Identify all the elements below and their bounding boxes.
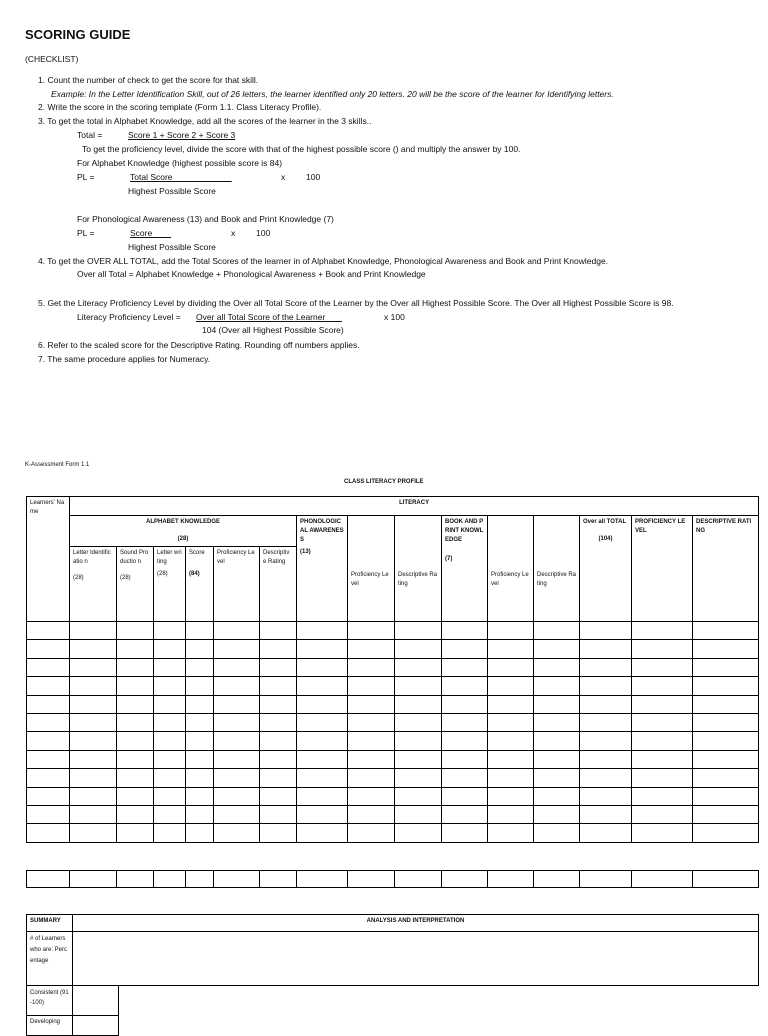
score-cell[interactable] — [395, 695, 442, 713]
score-cell[interactable] — [70, 750, 117, 768]
score-cell[interactable] — [395, 769, 442, 787]
score-cell[interactable] — [534, 787, 580, 805]
alphabet-knowledge-max: (28) — [177, 536, 189, 542]
score-cell[interactable] — [693, 640, 759, 658]
step-4-formula: Over all Total = Alphabet Knowledge + Phonological Awareness + Book and Print Knowledge — [77, 269, 426, 279]
pl-numerator-2: Score — [130, 228, 172, 238]
learner-row — [27, 750, 759, 768]
letter-writing-label: Letter writing — [157, 550, 182, 565]
score-cell[interactable] — [488, 787, 534, 805]
pl-100-1: 100 — [306, 172, 321, 182]
score-cell[interactable] — [154, 713, 186, 731]
book-print-max: (7) — [445, 556, 453, 562]
score-cell[interactable] — [632, 732, 693, 750]
learner-name-cell[interactable] — [27, 787, 70, 805]
sound-prod-label: Sound Productio n — [120, 550, 149, 565]
learner-name-cell[interactable] — [27, 769, 70, 787]
learner-name-cell[interactable] — [27, 640, 70, 658]
score-cell[interactable] — [632, 713, 693, 731]
score-cell[interactable] — [580, 640, 632, 658]
score-cell[interactable] — [395, 622, 442, 640]
score-cell[interactable] — [534, 695, 580, 713]
step-7: 7. The same procedure applies for Numeracy. — [38, 354, 211, 364]
score-cell[interactable] — [260, 824, 297, 842]
score-cell[interactable] — [442, 695, 488, 713]
overall-total-header — [580, 516, 632, 622]
score-cell[interactable] — [580, 824, 632, 842]
score-cell[interactable] — [117, 769, 154, 787]
score-cell[interactable] — [154, 769, 186, 787]
literacy-header: LITERACY — [70, 497, 759, 516]
score-cell[interactable] — [488, 750, 534, 768]
alphabet-knowledge-note: For Alphabet Knowledge (highest possible score is 84) — [77, 158, 283, 168]
score-cell[interactable] — [580, 787, 632, 805]
proficiency-level-header: PROFICIENCY LEVEL — [632, 516, 693, 622]
score-cell[interactable] — [154, 750, 186, 768]
pl-denominator-2: Highest Possible Score — [128, 242, 216, 252]
score-cell[interactable] — [442, 713, 488, 731]
score-cell[interactable] — [442, 787, 488, 805]
step-3: 3. To get the total in Alphabet Knowledge, add all the scores of the learner in the 3 skills.. — [38, 116, 372, 126]
learner-name-cell[interactable] — [27, 732, 70, 750]
score-cell[interactable] — [580, 805, 632, 823]
letter-id-label: Letter Identificatio n — [73, 550, 111, 565]
learner-row — [27, 713, 759, 731]
score-cell[interactable] — [297, 787, 348, 805]
score-max: (84) — [189, 571, 200, 577]
pl-denominator-1: Highest Possible Score — [128, 186, 216, 196]
step-6: 6. Refer to the scaled score for the Descriptive Rating. Rounding off numbers applies. — [38, 340, 360, 350]
score-cell[interactable] — [70, 658, 117, 676]
score-cell[interactable] — [693, 750, 759, 768]
score-cell[interactable] — [260, 787, 297, 805]
score-cell[interactable] — [395, 824, 442, 842]
score-cell[interactable] — [154, 805, 186, 823]
score-cell[interactable] — [297, 769, 348, 787]
consistent-value-cell[interactable] — [73, 986, 119, 1016]
score-cell[interactable] — [260, 732, 297, 750]
lpl-denominator: 104 (Over all Highest Possible Score) — [202, 325, 344, 335]
score-cell[interactable] — [154, 695, 186, 713]
score-cell[interactable] — [214, 713, 260, 731]
step-1: 1. Count the number of check to get the score for that skill. — [38, 75, 259, 85]
score-cell[interactable] — [534, 622, 580, 640]
score-cell[interactable] — [580, 658, 632, 676]
score-cell[interactable] — [214, 677, 260, 695]
learner-row — [27, 622, 759, 640]
book-print-label: BOOK AND PRINT KNOWLEDGE — [445, 519, 484, 543]
score-label: Score — [189, 550, 205, 556]
score-cell[interactable] — [442, 640, 488, 658]
pl-label-1: PL = — [77, 172, 95, 182]
score-cell[interactable] — [186, 805, 214, 823]
score-cell[interactable] — [632, 622, 693, 640]
score-cell[interactable] — [117, 622, 154, 640]
score-cell[interactable] — [442, 805, 488, 823]
phon-proficiency-header: Proficiency Level — [348, 516, 395, 622]
alphabet-knowledge-header — [70, 516, 297, 547]
letter-writing-header — [154, 547, 186, 622]
score-cell[interactable] — [488, 622, 534, 640]
score-cell[interactable] — [154, 824, 186, 842]
summary-table — [26, 870, 759, 888]
learner-row — [27, 658, 759, 676]
sound-prod-header — [117, 547, 154, 622]
letter-writing-max: (28) — [157, 571, 168, 577]
learner-name-cell[interactable] — [27, 713, 70, 731]
learner-name-cell[interactable] — [27, 622, 70, 640]
score-cell[interactable] — [488, 805, 534, 823]
phon-descriptive-header: Descriptive Rating — [395, 516, 442, 622]
score-cell[interactable] — [186, 732, 214, 750]
score-cell[interactable] — [297, 732, 348, 750]
score-cell[interactable] — [297, 640, 348, 658]
score-cell[interactable] — [348, 805, 395, 823]
score-cell[interactable] — [70, 787, 117, 805]
score-cell[interactable] — [297, 713, 348, 731]
descriptive-rating-header: DESCRIPTIVE RATING — [693, 516, 759, 622]
score-cell[interactable] — [488, 824, 534, 842]
score-cell[interactable] — [348, 787, 395, 805]
score-cell[interactable] — [442, 750, 488, 768]
score-cell[interactable] — [534, 769, 580, 787]
score-cell[interactable] — [395, 677, 442, 695]
learners-name-header: Learners' Name — [27, 497, 70, 622]
score-cell[interactable] — [260, 622, 297, 640]
score-cell[interactable] — [70, 732, 117, 750]
learner-row — [27, 695, 759, 713]
score-cell[interactable] — [297, 677, 348, 695]
score-cell[interactable] — [70, 769, 117, 787]
sound-prod-max: (28) — [120, 575, 131, 581]
score-cell[interactable] — [442, 622, 488, 640]
letter-id-header — [70, 547, 117, 622]
score-cell[interactable] — [395, 750, 442, 768]
score-cell[interactable] — [632, 658, 693, 676]
score-cell[interactable] — [297, 658, 348, 676]
total-label: Total = — [77, 130, 103, 140]
score-cell[interactable] — [214, 695, 260, 713]
score-cell[interactable] — [693, 677, 759, 695]
score-cell[interactable] — [260, 713, 297, 731]
learner-name-cell[interactable] — [27, 658, 70, 676]
score-cell[interactable] — [186, 713, 214, 731]
learner-row — [27, 824, 759, 842]
score-cell[interactable] — [580, 622, 632, 640]
score-cell[interactable] — [534, 713, 580, 731]
score-cell[interactable] — [214, 805, 260, 823]
score-cell[interactable] — [186, 695, 214, 713]
pl-numerator-1: Total Score ____________ — [130, 172, 232, 182]
score-cell[interactable] — [186, 677, 214, 695]
score-cell[interactable] — [117, 658, 154, 676]
score-cell[interactable] — [348, 640, 395, 658]
score-cell[interactable] — [214, 640, 260, 658]
phonological-awareness-header — [297, 516, 348, 622]
score-cell[interactable] — [117, 787, 154, 805]
book-proficiency-header: Proficiency Level — [488, 516, 534, 622]
score-cell[interactable] — [693, 824, 759, 842]
score-cell[interactable] — [580, 750, 632, 768]
learner-name-cell[interactable] — [27, 695, 70, 713]
score-cell[interactable] — [154, 640, 186, 658]
score-cell[interactable] — [260, 658, 297, 676]
score-cell[interactable] — [534, 732, 580, 750]
step-5: 5. Get the Literacy Proficiency Level by dividing the Over all Total Score of the Learner by the Over all Highest Possible Score. The Over all Highest Possible Score is 98. — [38, 298, 674, 308]
total-formula: Score 1 + Score 2 + Score 3 — [128, 130, 236, 140]
score-cell[interactable] — [488, 769, 534, 787]
score-cell[interactable] — [632, 677, 693, 695]
learner-name-cell[interactable] — [27, 805, 70, 823]
score-cell[interactable] — [117, 713, 154, 731]
score-cell[interactable] — [154, 787, 186, 805]
score-cell[interactable] — [395, 805, 442, 823]
developing-value-cell[interactable] — [73, 1016, 119, 1036]
score-cell[interactable] — [488, 640, 534, 658]
score-cell[interactable] — [348, 677, 395, 695]
learner-row — [27, 640, 759, 658]
score-cell[interactable] — [117, 640, 154, 658]
pl-times-1: x — [281, 172, 286, 182]
score-cell[interactable] — [348, 750, 395, 768]
score-cell[interactable] — [186, 750, 214, 768]
score-cell[interactable] — [297, 750, 348, 768]
score-cell[interactable] — [154, 677, 186, 695]
phonological-awareness-label: PHONOLOGIC AL AWARENESS — [300, 519, 344, 543]
score-cell[interactable] — [534, 805, 580, 823]
score-cell[interactable] — [260, 769, 297, 787]
score-cell[interactable] — [348, 658, 395, 676]
score-cell[interactable] — [117, 695, 154, 713]
phonological-note: For Phonological Awareness (13) and Book and Print Knowledge (7) — [77, 214, 334, 224]
score-cell[interactable] — [214, 732, 260, 750]
score-cell[interactable] — [395, 732, 442, 750]
score-cell[interactable] — [186, 640, 214, 658]
learners-percentage-label: # of Learners who are: Percentage — [27, 932, 73, 986]
score-cell[interactable] — [214, 787, 260, 805]
score-cell[interactable] — [632, 805, 693, 823]
score-cell[interactable] — [488, 695, 534, 713]
summary-label: SUMMARY — [27, 915, 73, 932]
score-cell[interactable] — [534, 750, 580, 768]
score-cell[interactable] — [488, 713, 534, 731]
score-cell[interactable] — [154, 732, 186, 750]
pl-label-2: PL = — [77, 228, 95, 238]
score-header — [186, 547, 214, 622]
score-cell[interactable] — [395, 640, 442, 658]
score-cell[interactable] — [117, 750, 154, 768]
learner-name-cell[interactable] — [27, 824, 70, 842]
score-cell[interactable] — [214, 750, 260, 768]
score-cell[interactable] — [580, 695, 632, 713]
overall-total-label: Over all TOTAL — [583, 519, 627, 525]
score-cell[interactable] — [632, 769, 693, 787]
score-cell[interactable] — [488, 658, 534, 676]
score-cell[interactable] — [442, 658, 488, 676]
score-cell[interactable] — [186, 787, 214, 805]
score-cell[interactable] — [348, 824, 395, 842]
score-cell[interactable] — [534, 677, 580, 695]
consistent-label: Consistent (91-100) — [27, 986, 73, 1016]
analysis-table — [26, 914, 759, 986]
score-cell[interactable] — [260, 695, 297, 713]
score-cell[interactable] — [632, 787, 693, 805]
score-cell[interactable] — [117, 677, 154, 695]
learner-name-cell[interactable] — [27, 677, 70, 695]
score-cell[interactable] — [348, 622, 395, 640]
developing-label: Developing — [27, 1016, 73, 1036]
learner-row — [27, 769, 759, 787]
form-label: K-Assessment Form 1.1 — [25, 462, 90, 468]
step-4: 4. To get the OVER ALL TOTAL, add the Total Scores of the learner in of Alphabet Knowledge, Phonological Awareness and Book and Print Knowledge. — [38, 256, 609, 266]
score-cell[interactable] — [186, 622, 214, 640]
score-cell[interactable] — [70, 640, 117, 658]
score-cell[interactable] — [395, 787, 442, 805]
score-cell[interactable] — [297, 805, 348, 823]
score-cell[interactable] — [488, 732, 534, 750]
score-cell[interactable] — [297, 622, 348, 640]
analysis-text-cell[interactable] — [73, 932, 759, 986]
checklist-subtitle: (CHECKLIST) — [25, 54, 79, 64]
page-title: SCORING GUIDE — [25, 27, 131, 42]
score-cell[interactable] — [632, 640, 693, 658]
score-cell[interactable] — [154, 622, 186, 640]
lpl-numerator: Over all Total Score of the Learner — [196, 312, 342, 322]
score-cell[interactable] — [348, 713, 395, 731]
phonological-awareness-max: (13) — [300, 549, 311, 555]
score-cell[interactable] — [260, 750, 297, 768]
learner-name-cell[interactable] — [27, 750, 70, 768]
score-cell[interactable] — [348, 769, 395, 787]
pl-times-2: x — [231, 228, 236, 238]
ak-descriptive-header: Descriptiv e Rating — [260, 547, 297, 622]
score-cell[interactable] — [297, 824, 348, 842]
score-cell[interactable] — [442, 677, 488, 695]
alphabet-knowledge-label: ALPHABET KNOWLEDGE — [146, 519, 220, 525]
lpl-label: Literacy Proficiency Level = — [77, 312, 181, 322]
score-cell[interactable] — [693, 787, 759, 805]
proficiency-instruction: To get the proficiency level, divide the score with that of the highest possible score () and multiply the answer by 100. — [82, 144, 521, 154]
score-cell[interactable] — [214, 658, 260, 676]
score-cell[interactable] — [693, 658, 759, 676]
score-cell[interactable] — [70, 622, 117, 640]
score-cell[interactable] — [260, 677, 297, 695]
score-cell[interactable] — [117, 805, 154, 823]
score-cell[interactable] — [580, 677, 632, 695]
score-cell[interactable] — [632, 695, 693, 713]
learner-row — [27, 787, 759, 805]
score-cell[interactable] — [693, 805, 759, 823]
score-cell[interactable] — [70, 677, 117, 695]
score-cell[interactable] — [214, 824, 260, 842]
score-cell[interactable] — [395, 658, 442, 676]
score-cell[interactable] — [214, 622, 260, 640]
rating-table — [26, 985, 119, 1036]
score-cell[interactable] — [534, 824, 580, 842]
score-cell[interactable] — [70, 713, 117, 731]
score-cell[interactable] — [154, 658, 186, 676]
profile-title: CLASS LITERACY PROFILE — [344, 479, 424, 485]
score-cell[interactable] — [442, 824, 488, 842]
book-descriptive-header: Descriptive Rating — [534, 516, 580, 622]
score-cell[interactable] — [70, 805, 117, 823]
score-cell[interactable] — [632, 824, 693, 842]
score-cell[interactable] — [348, 732, 395, 750]
score-cell[interactable] — [260, 805, 297, 823]
analysis-header: ANALYSIS AND INTERPRETATION — [73, 915, 759, 932]
letter-id-max: (28) — [73, 575, 84, 581]
score-cell[interactable] — [693, 713, 759, 731]
score-cell[interactable] — [214, 769, 260, 787]
score-cell[interactable] — [117, 732, 154, 750]
pl-100-2: 100 — [256, 228, 271, 238]
score-cell[interactable] — [186, 658, 214, 676]
score-cell[interactable] — [693, 769, 759, 787]
score-cell[interactable] — [632, 750, 693, 768]
score-cell[interactable] — [395, 713, 442, 731]
score-cell[interactable] — [693, 622, 759, 640]
score-cell[interactable] — [348, 695, 395, 713]
learner-row — [27, 732, 759, 750]
score-cell[interactable] — [534, 658, 580, 676]
score-cell[interactable] — [580, 769, 632, 787]
score-cell[interactable] — [534, 640, 580, 658]
score-cell[interactable] — [117, 824, 154, 842]
book-print-header — [442, 516, 488, 622]
step-1-example: Example: In the Letter Identification Skill, out of 26 letters, the learner identified only 20 letters. 20 will be the score of the learner for Identifying letters. — [51, 89, 614, 99]
ak-proficiency-header: Proficiency Level — [214, 547, 260, 622]
score-cell[interactable] — [186, 824, 214, 842]
score-cell[interactable] — [297, 695, 348, 713]
class-literacy-profile-table — [26, 496, 759, 843]
lpl-times: x 100 — [384, 312, 405, 322]
score-cell[interactable] — [693, 732, 759, 750]
score-cell[interactable] — [580, 713, 632, 731]
score-cell[interactable] — [260, 640, 297, 658]
score-cell[interactable] — [442, 769, 488, 787]
learner-row — [27, 677, 759, 695]
score-cell[interactable] — [70, 824, 117, 842]
score-cell[interactable] — [488, 677, 534, 695]
score-cell[interactable] — [186, 769, 214, 787]
score-cell[interactable] — [580, 732, 632, 750]
overall-total-max: (104) — [598, 536, 613, 542]
score-cell[interactable] — [442, 732, 488, 750]
step-2: 2. Write the score in the scoring template (Form 1.1. Class Literacy Profile). — [38, 102, 322, 112]
learner-row — [27, 805, 759, 823]
summary-blank-row — [27, 871, 759, 888]
score-cell[interactable] — [693, 695, 759, 713]
score-cell[interactable] — [70, 695, 117, 713]
